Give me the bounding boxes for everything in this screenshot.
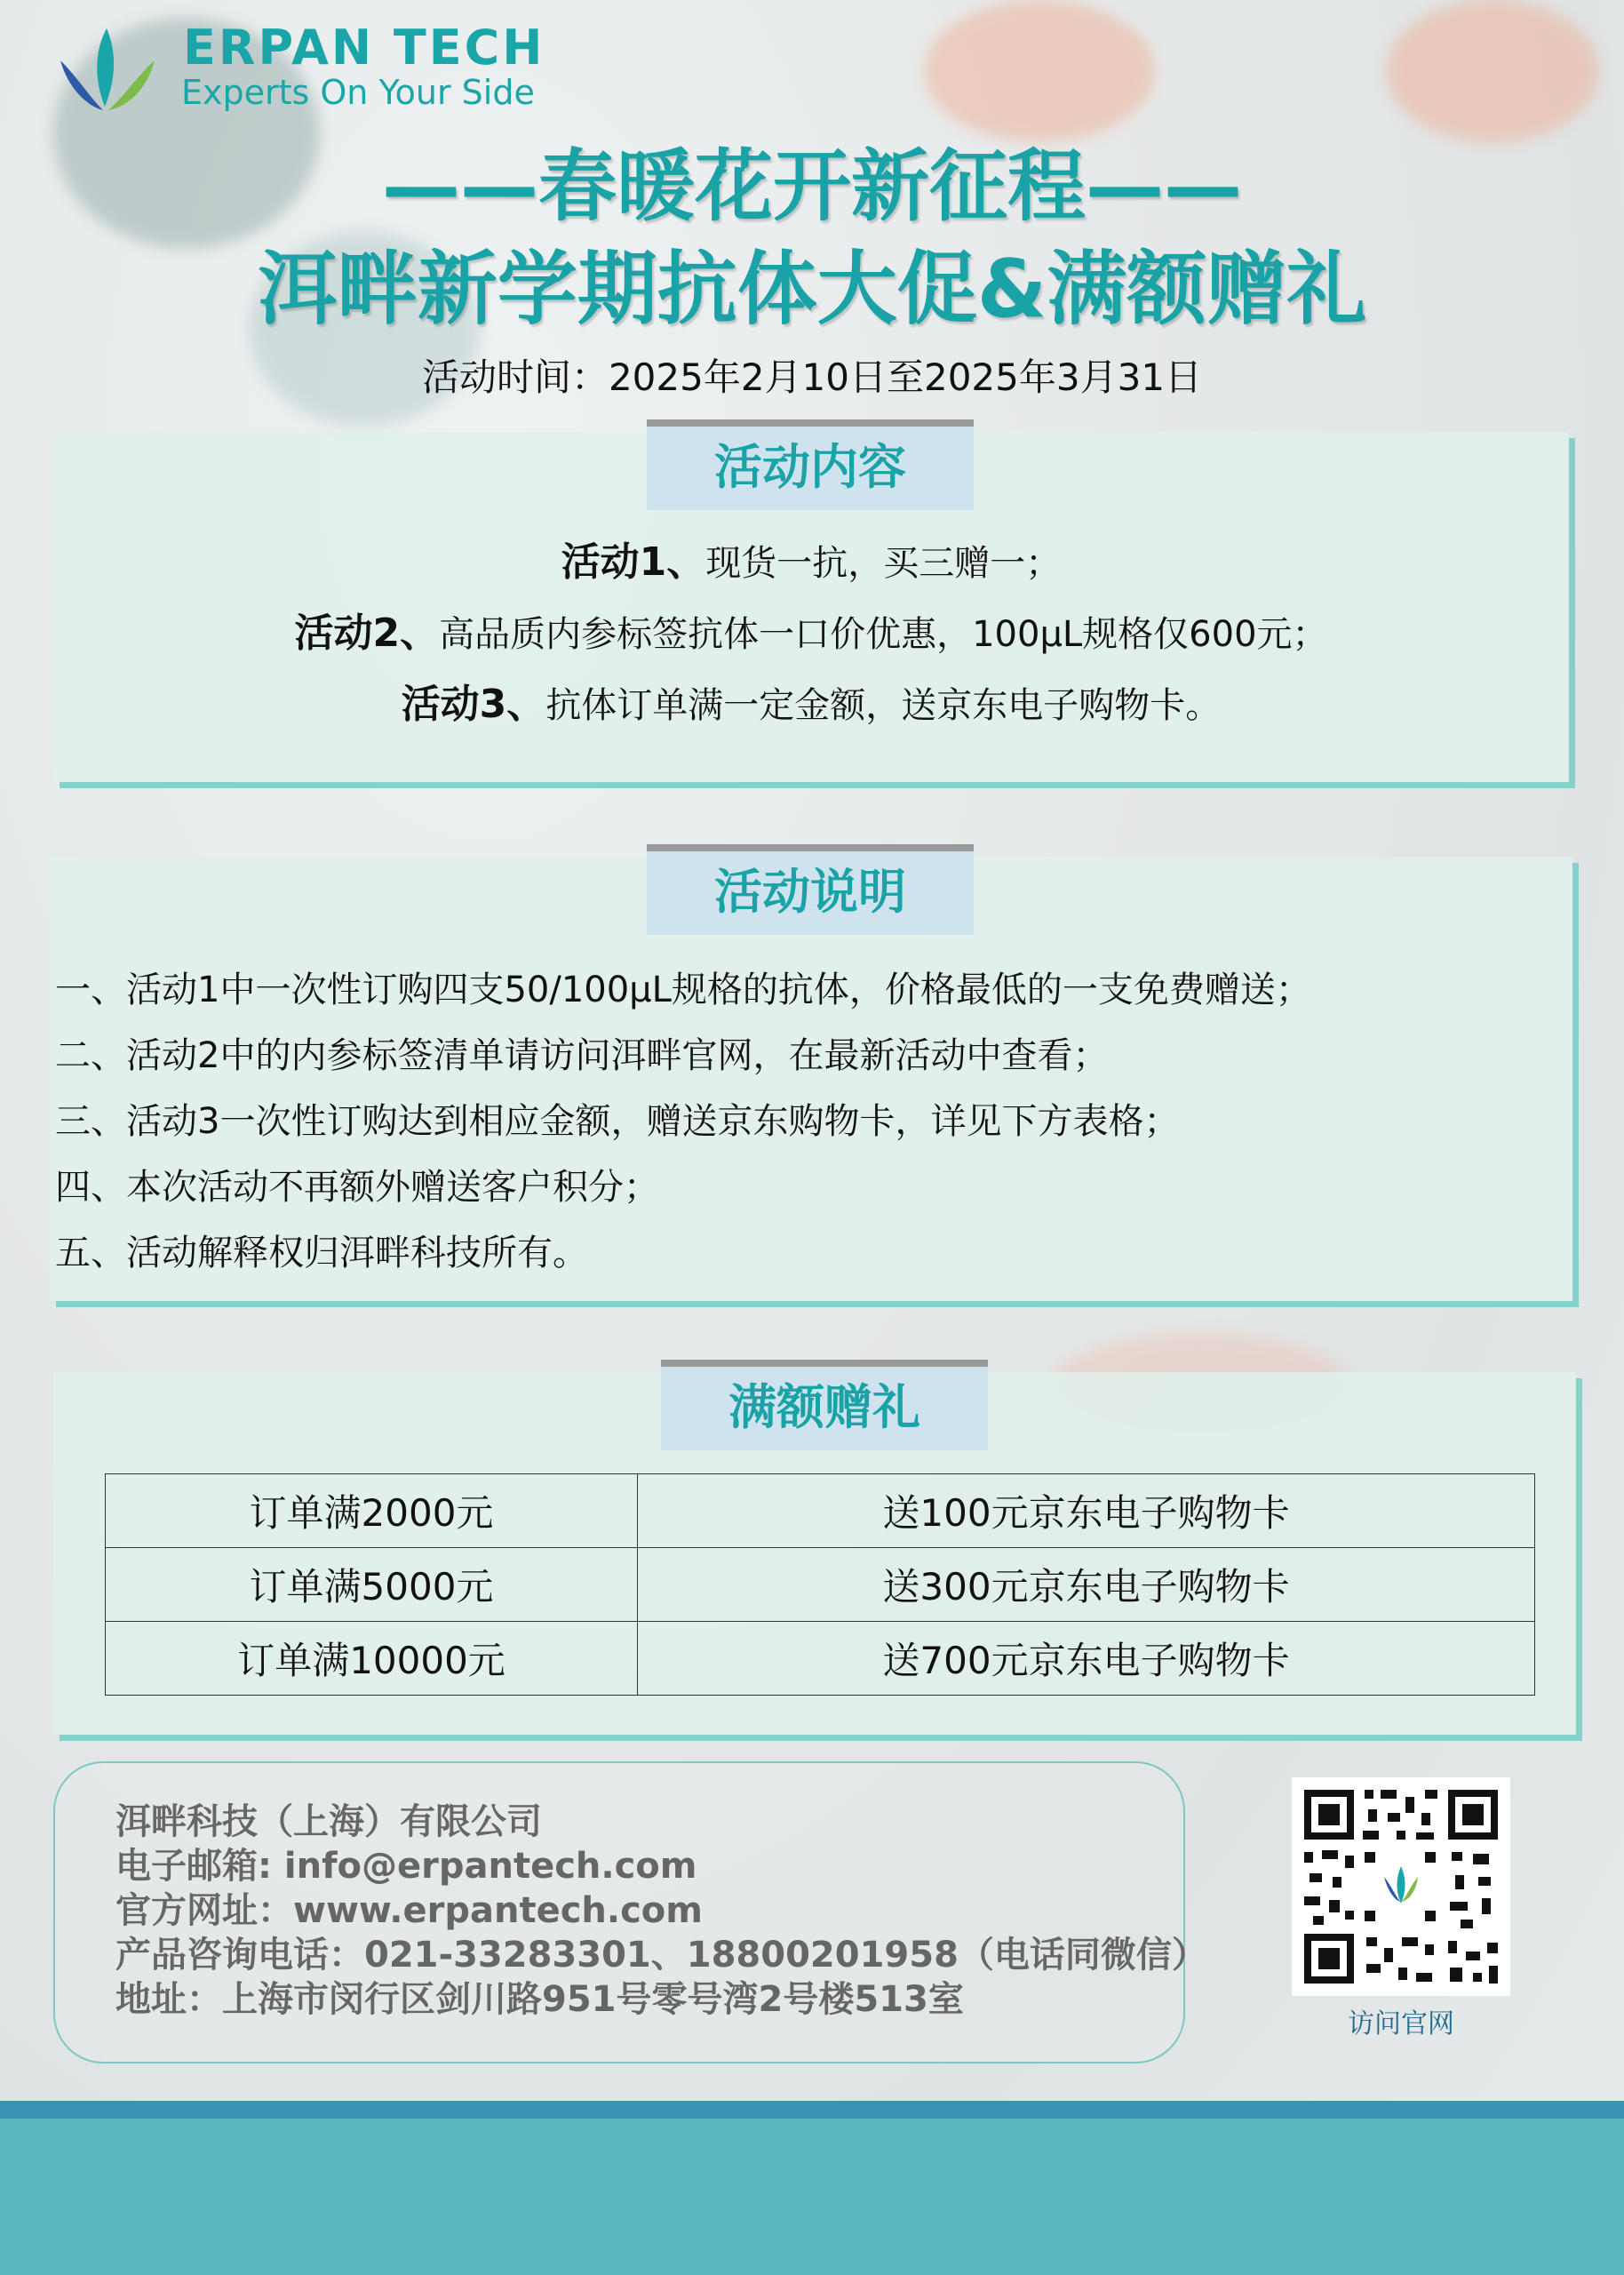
gift-panel <box>53 1372 1576 1735</box>
note-item: 四、本次活动不再额外赠送客户积分； <box>55 1167 659 1208</box>
footer-band-dark <box>0 2101 1624 2119</box>
activity-notes-panel <box>50 857 1572 1301</box>
gift-reward: 送100元京东电子购物卡 <box>638 1474 1535 1548</box>
activity-item-text: 现货一抗，买三赠一； <box>705 543 1062 584</box>
table-row <box>106 1474 1535 1548</box>
note-item: 二、活动2中的内参标签清单请访问洱畔官网，在最新活动中查看； <box>55 1035 1109 1076</box>
brand-tagline: Experts On Your Side <box>181 73 535 112</box>
activity-item <box>53 530 1569 587</box>
activity-item-text: 高品质内参标签抗体一口价优惠，100μL规格仅600元； <box>439 614 1328 655</box>
qr-label: 访问官网 <box>1348 2008 1454 2040</box>
note-item: 三、活动3一次性订购达到相应金额，赠送京东购物卡，详见下方表格； <box>55 1101 1180 1142</box>
contact-box <box>53 1761 1207 2063</box>
company-name: 洱畔科技（上海）有限公司 <box>115 1801 542 1842</box>
contact-phone: 产品咨询电话：021-33283301、18800201958（电话同微信） <box>115 1935 1207 1976</box>
activity-content-heading: 活动内容 <box>647 419 974 510</box>
brand-logo[interactable] <box>52 20 549 117</box>
activity-notes-heading: 活动说明 <box>647 844 974 935</box>
activity-item-label: 活动3、 <box>401 682 546 727</box>
note-item: 五、活动解释权归洱畔科技所有。 <box>55 1233 588 1273</box>
gift-threshold: 订单满2000元 <box>106 1474 638 1548</box>
activity-item <box>53 672 1569 729</box>
event-date: 活动时间：2025年2月10日至2025年3月31日 <box>421 355 1203 399</box>
page-title-line1: ——春暖花开新征程—— <box>381 140 1242 232</box>
gift-table <box>105 1473 1535 1696</box>
gift-reward: 送300元京东电子购物卡 <box>638 1548 1535 1622</box>
gift-reward: 送700元京东电子购物卡 <box>638 1622 1535 1696</box>
page-title-line2: 洱畔新学期抗体大促&满额赠礼 <box>257 243 1367 336</box>
table-row <box>106 1622 1535 1696</box>
contact-address: 地址：上海市闵行区剑川路951号零号湾2号楼513室 <box>115 1979 964 2020</box>
gift-threshold: 订单满10000元 <box>106 1622 638 1696</box>
table-row <box>106 1548 1535 1622</box>
background-blob <box>924 0 1155 142</box>
footer-band-light <box>0 2119 1624 2275</box>
background-blob <box>1386 0 1599 142</box>
activity-item-label: 活动2、 <box>294 611 440 656</box>
contact-website[interactable]: 官方网址：www.erpantech.com <box>115 1890 703 1931</box>
activity-item <box>53 601 1569 658</box>
activity-content-panel <box>53 432 1569 782</box>
activity-item-text: 抗体订单满一定金额，送京东电子购物卡。 <box>545 685 1222 726</box>
contact-email[interactable]: 电子邮箱: info@erpantech.com <box>115 1846 697 1887</box>
note-item: 一、活动1中一次性订购四支50/100μL规格的抗体，价格最低的一支免费赠送； <box>55 970 1311 1010</box>
leaf-logo-icon <box>52 25 160 114</box>
brand-name: ERPAN TECH <box>183 20 545 76</box>
gift-threshold: 订单满5000元 <box>106 1548 638 1622</box>
activity-item-label: 活动1、 <box>561 539 706 585</box>
gift-heading: 满额赠礼 <box>661 1360 988 1450</box>
qr-code[interactable] <box>1292 1777 1510 1996</box>
